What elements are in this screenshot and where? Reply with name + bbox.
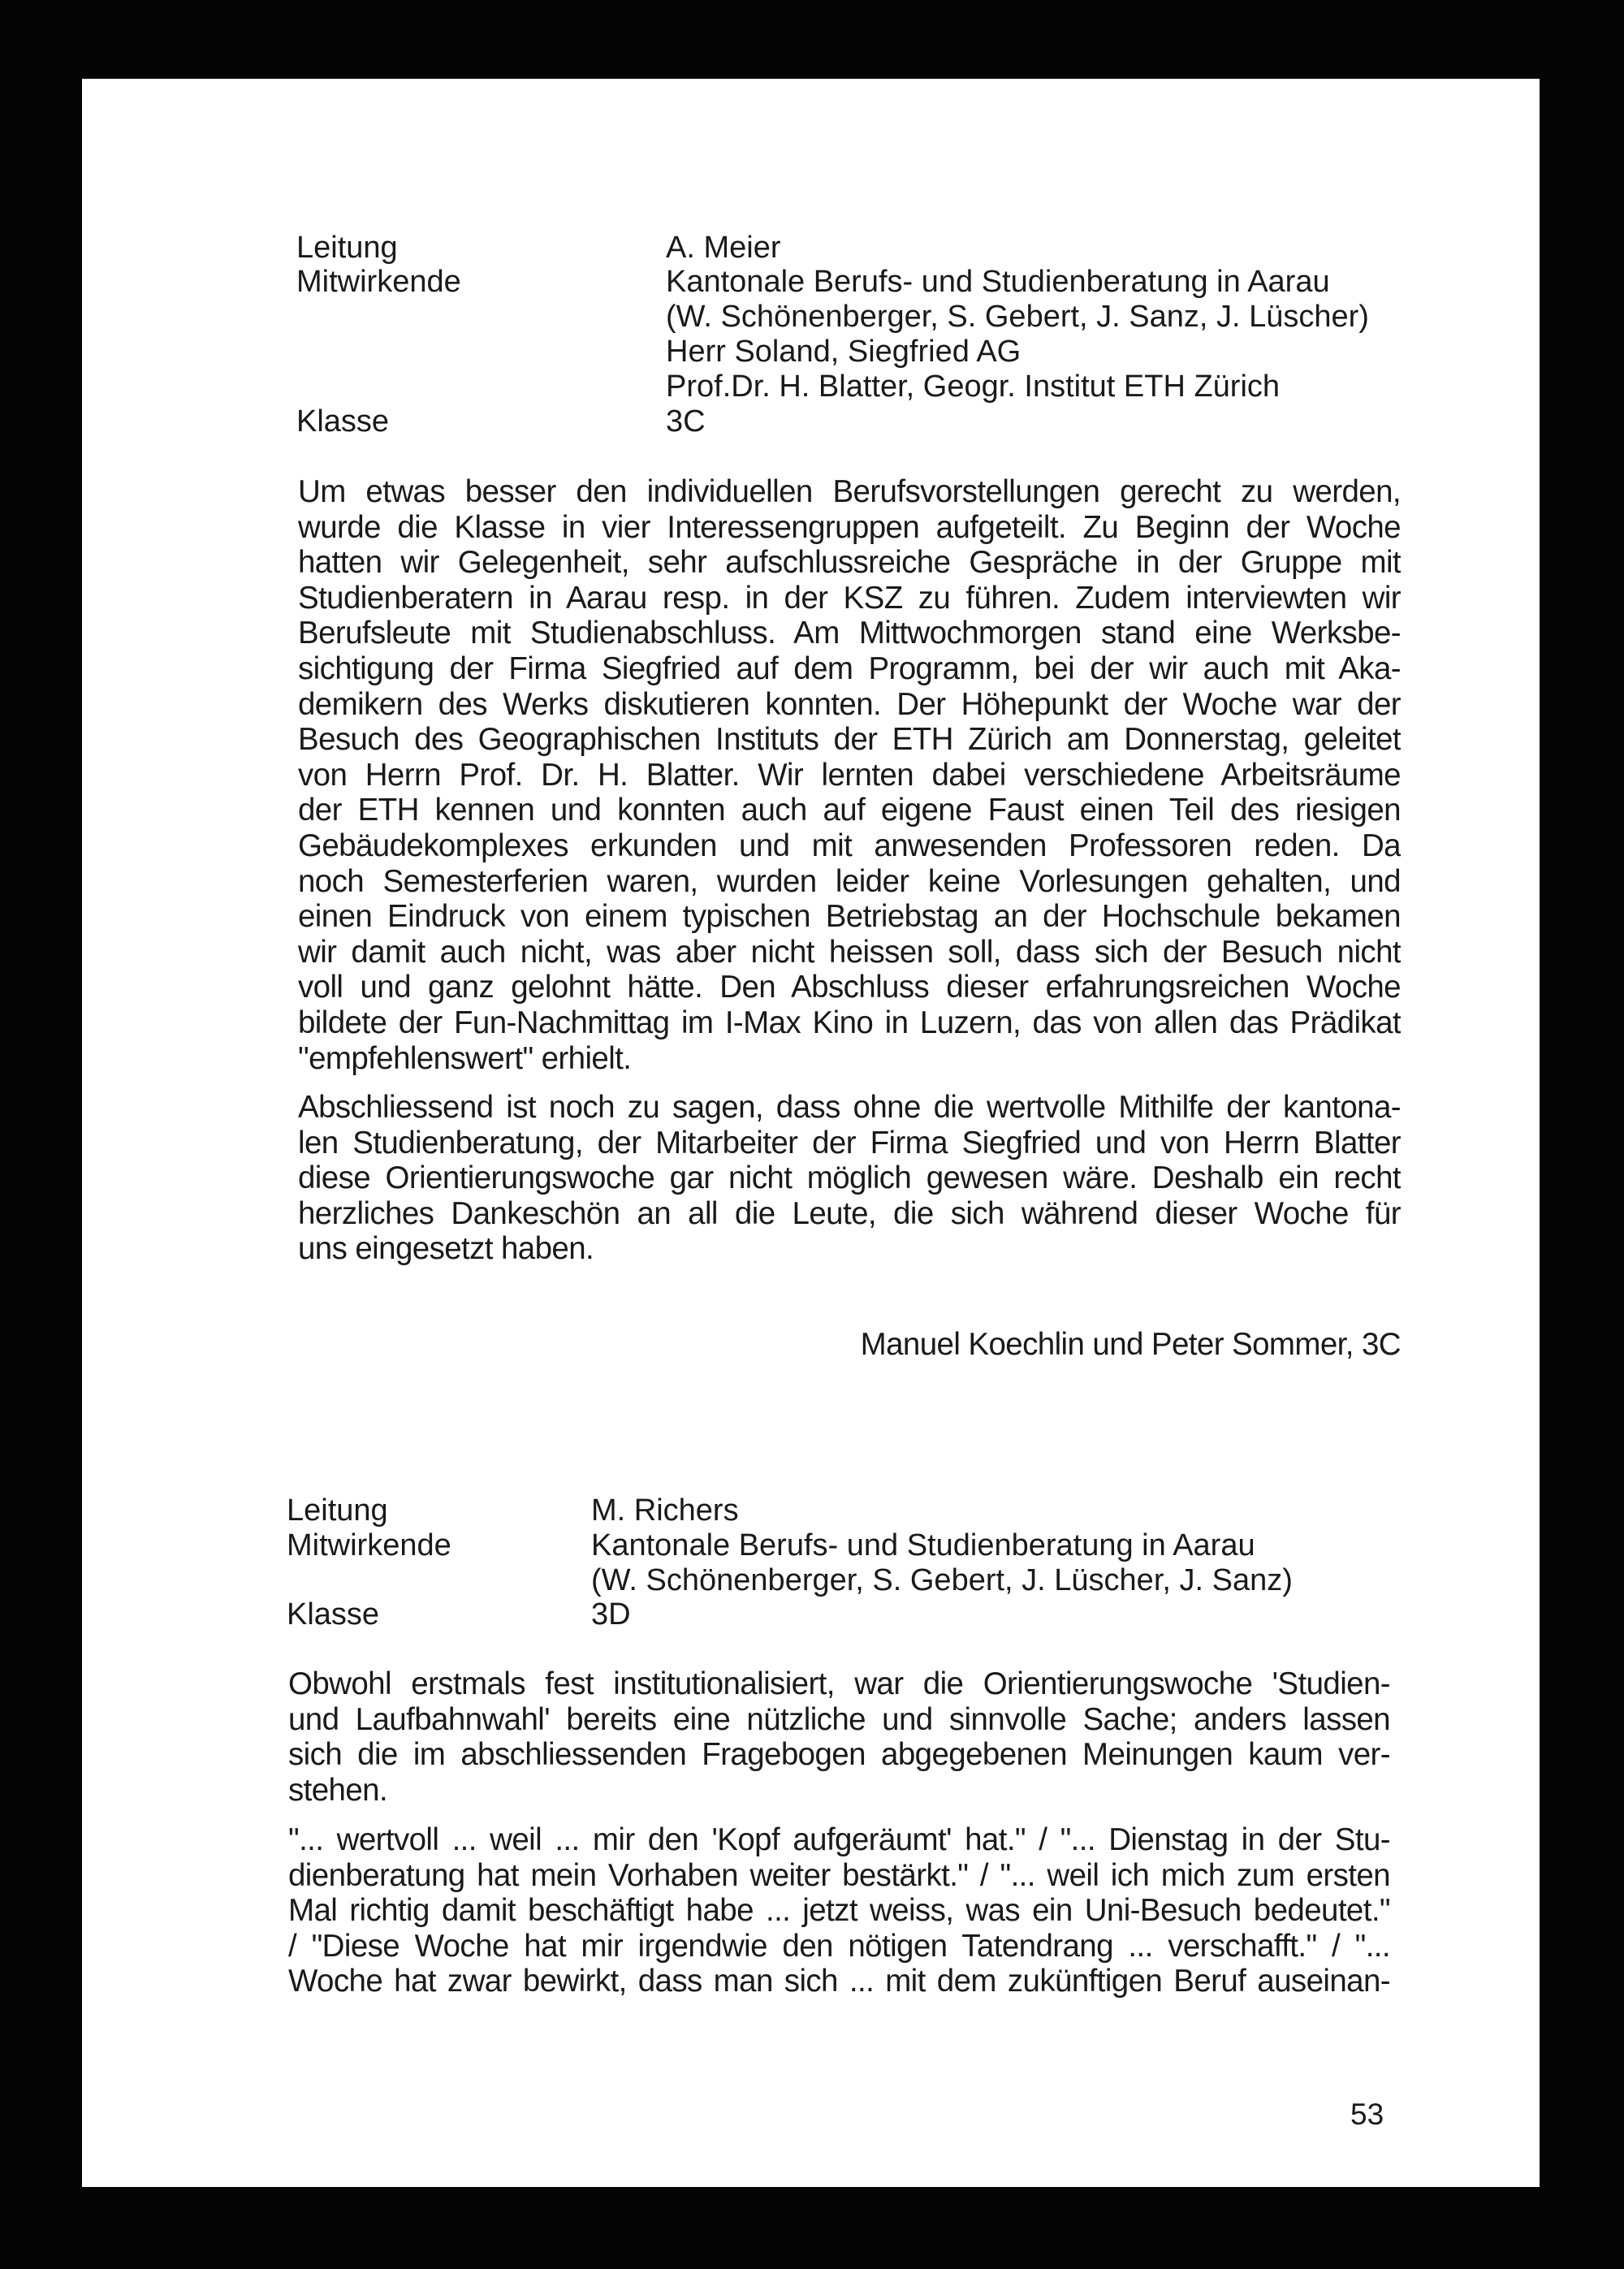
klasse-value: 3D xyxy=(591,1597,631,1632)
text-line: einen Eindruck von einem typischen Betriebstag an der Hochschule bekamen xyxy=(298,899,1401,935)
text-line: len Studienberatung, der Mitarbeiter der Firma Siegfried und von Herrn Blatter xyxy=(298,1125,1401,1160)
text-line: wurde die Klasse in vier Interessengruppen aufgeteilt. Zu Beginn der Woche xyxy=(298,509,1401,545)
mitwirkende-value: (W. Schönenberger, S. Gebert, J. Lüscher, J. Sanz) xyxy=(591,1563,1293,1597)
text-line: von Herrn Prof. Dr. H. Blatter. Wir lernten dabei verschiedene Arbeitsräume xyxy=(298,757,1401,793)
text-line: voll und ganz gelohnt hätte. Den Abschluss dieser erfahrungsreichen Woche xyxy=(298,970,1401,1005)
page-number: 53 xyxy=(1350,2098,1384,2131)
text-line: dienberatung hat mein Vorhaben weiter bestärkt." / "... weil ich mich zum ersten xyxy=(288,1857,1390,1893)
text-line: Berufsleute mit Studienabschluss. Am Mittwochmorgen stand eine Werksbe- xyxy=(298,616,1401,651)
mitwirkende-label: Mitwirkende xyxy=(287,1528,451,1562)
text-line: sichtigung der Firma Siegfried auf dem Programm, bei der wir auch mit Aka- xyxy=(298,651,1401,686)
text-line: demikern des Werks diskutieren konnten. Der Höhepunkt der Woche war der xyxy=(298,686,1401,722)
text-line: der ETH kennen und konnten auch auf eigene Faust einen Teil des riesigen xyxy=(298,793,1401,828)
mitwirkende-value: Kantonale Berufs- und Studienberatung in Aarau xyxy=(666,265,1330,299)
text-line: sich die im abschliessenden Fragebogen abgegebenen Meinungen kaum ver- xyxy=(288,1737,1390,1773)
text-line: stehen. xyxy=(288,1772,388,1808)
text-line: Besuch des Geographischen Instituts der ETH Zürich am Donnerstag, geleitet xyxy=(298,722,1401,758)
klasse-label: Klasse xyxy=(287,1597,380,1632)
text-line: Mal richtig damit beschäftigt habe ... jetzt weiss, was ein Uni-Besuch bedeutet." xyxy=(288,1893,1390,1929)
text-line: / "Diese Woche hat mir irgendwie den nötigen Tatendrang ... verschafft." / "... xyxy=(288,1928,1390,1964)
mitwirkende-value: Herr Soland, Siegfried AG xyxy=(666,335,1021,369)
leitung-value: A. Meier xyxy=(666,231,781,265)
text-line: und Laufbahnwahl' bereits eine nützliche und sinnvolle Sache; anders lassen xyxy=(288,1701,1390,1737)
text-line: noch Semesterferien waren, wurden leider keine Vorlesungen gehalten, und xyxy=(298,863,1401,899)
text-line: Um etwas besser den individuellen Berufsvorstellungen gerecht zu werden, xyxy=(298,474,1401,509)
text-line: wir damit auch nicht, was aber nicht heissen soll, dass sich der Besuch nicht xyxy=(298,934,1401,970)
leitung-label: Leitung xyxy=(287,1493,388,1528)
text-line: Abschliessend ist noch zu sagen, dass ohne die wertvolle Mithilfe der kantona- xyxy=(298,1090,1401,1125)
text-line: diese Orientierungswoche gar nicht möglich gewesen wäre. Deshalb ein recht xyxy=(298,1160,1401,1196)
text-line: Gebäudekomplexes erkunden und mit anwesenden Professoren reden. Da xyxy=(298,828,1401,863)
mitwirkende-value: Kantonale Berufs- und Studienberatung in Aarau xyxy=(591,1528,1255,1562)
mitwirkende-label: Mitwirkende xyxy=(296,265,461,299)
text-line: uns eingesetzt haben. xyxy=(298,1231,594,1267)
klasse-value: 3C xyxy=(666,404,706,439)
text-line: Obwohl erstmals fest institutionalisiert, war die Orientierungswoche 'Studien- xyxy=(288,1666,1390,1701)
mitwirkende-value: Prof.Dr. H. Blatter, Geogr. Institut ETH Zürich xyxy=(666,370,1281,404)
text-line: bildete der Fun-Nachmittag im I-Max Kino in Luzern, das von allen das Prädikat xyxy=(298,1005,1401,1040)
leitung-value: M. Richers xyxy=(591,1493,739,1528)
mitwirkende-value: (W. Schönenberger, S. Gebert, J. Sanz, J. Lüscher) xyxy=(666,300,1369,334)
klasse-label: Klasse xyxy=(296,404,390,439)
text-line: herzliches Dankeschön an all die Leute, die sich während dieser Woche für xyxy=(298,1195,1401,1231)
text-line: Studienberatern in Aarau resp. in der KSZ zu führen. Zudem interviewten wir xyxy=(298,580,1401,616)
text-line: "... wertvoll ... weil ... mir den 'Kopf aufgeräumt' hat." / "... Dienstag in der Stu- xyxy=(288,1822,1390,1857)
author-signature: Manuel Koechlin und Peter Sommer, 3C xyxy=(860,1327,1401,1362)
text-line: hatten wir Gelegenheit, sehr aufschlussreiche Gespräche in der Gruppe mit xyxy=(298,545,1401,581)
leitung-label: Leitung xyxy=(296,231,398,265)
text-line: "empfehlenswert" erhielt. xyxy=(298,1040,632,1076)
text-line: Woche hat zwar bewirkt, dass man sich ... mit dem zukünftigen Beruf auseinan- xyxy=(288,1964,1390,1999)
